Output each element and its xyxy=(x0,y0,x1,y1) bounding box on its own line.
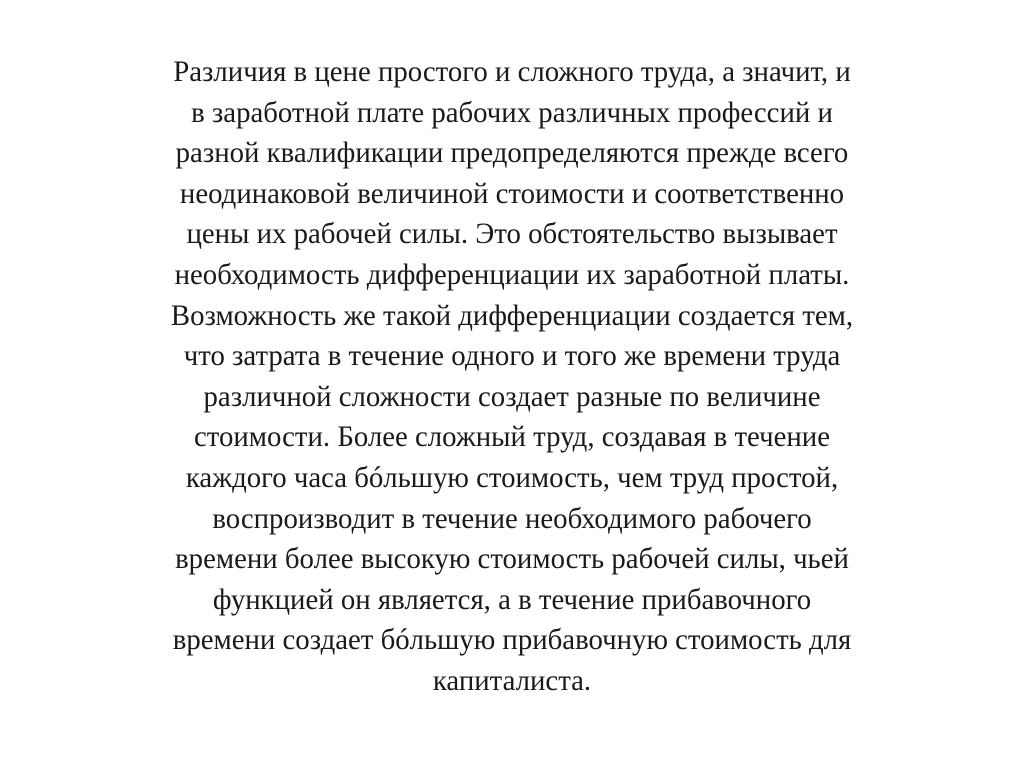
text-line: что затрата в течение одного и того же времени труда xyxy=(183,339,841,373)
text-line: воспроизводит в течение необходимого рабочего xyxy=(212,501,812,535)
text-line: капиталиста. xyxy=(432,663,592,697)
text-line: Различия в цене простого и сложного труда, а значит, и xyxy=(173,55,851,88)
text-line: стоимости. Более сложный труд, создавая в течение xyxy=(194,420,830,454)
body-text xyxy=(59,52,965,702)
text-line: в заработной плате рабочих различных профессий и xyxy=(191,95,833,129)
text-line: Возможность же такой дифференциации создается тем, xyxy=(170,298,854,332)
text-line: неодинаковой величиной стоимости и соответственно xyxy=(179,176,845,210)
text-line: различной сложности создает разные по величине xyxy=(203,379,821,413)
text-line: необходимость дифференциации их заработной платы. xyxy=(174,257,850,291)
text-line: разной квалификации предопределяются прежде всего xyxy=(175,136,849,170)
text-line: времени более высокую стоимость рабочей силы, чьей xyxy=(175,542,849,576)
text-line: функцией он является, а в течение прибавочного xyxy=(212,582,812,616)
text-line: времени создает бóльшую прибавочную стоимость для xyxy=(172,623,852,657)
text-line: цены их рабочей силы. Это обстоятельство вызывает xyxy=(186,217,838,251)
text-line: каждого часа бóльшую стоимость, чем труд простой, xyxy=(185,460,839,494)
